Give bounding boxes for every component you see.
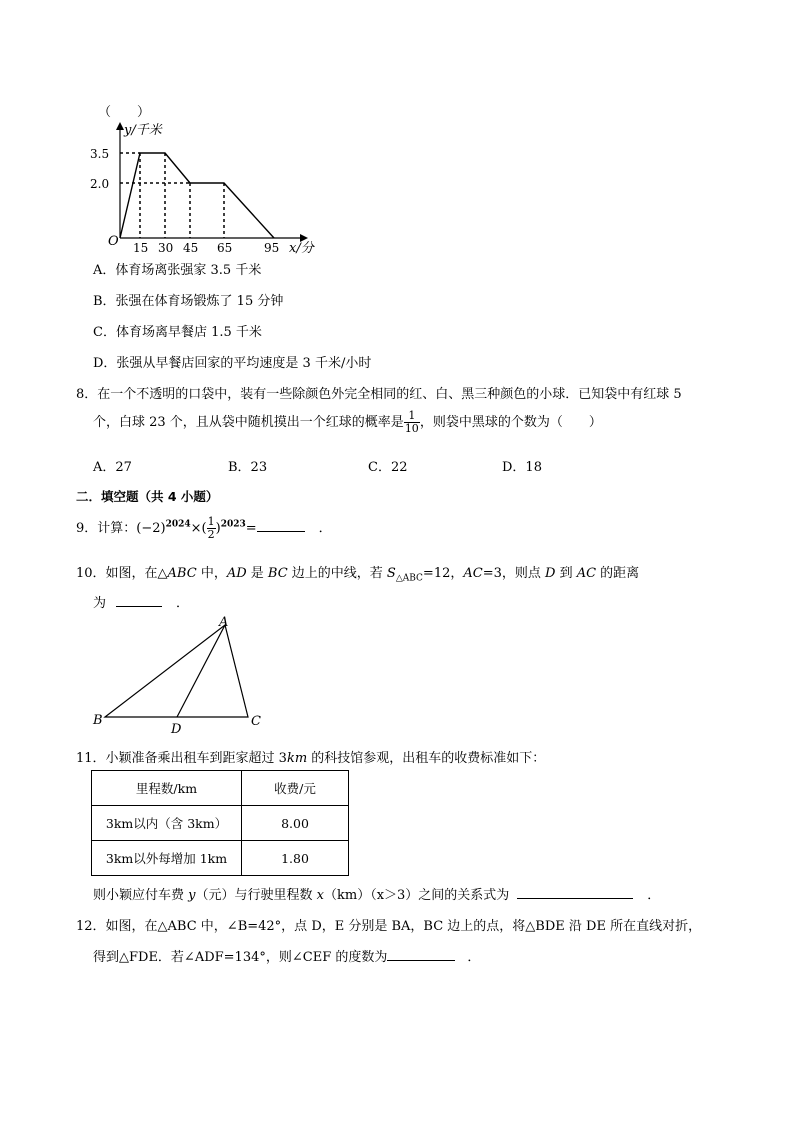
median-ad bbox=[177, 625, 225, 717]
q10-line1: 10．如图，在△ABC 中，AD 是 BC 边上的中线，若 $S_{\triangle ABC}=12$，AC=3，则点 D 到 AC 的距离 bbox=[76, 566, 640, 584]
origin-label: O bbox=[108, 234, 119, 249]
q12-answer-blank[interactable] bbox=[387, 960, 455, 961]
table-header-row bbox=[92, 771, 349, 806]
q7-distance-time-graph bbox=[88, 118, 338, 258]
table-row bbox=[92, 841, 349, 876]
x-tick-65: 65 bbox=[217, 241, 233, 255]
vertex-c-label: C bbox=[251, 714, 261, 729]
section-2-title: 二．填空题（共 4 小题） bbox=[76, 489, 219, 504]
q9-line: 9．计算：$(-2)^{2024}\times$( $\frac{1}{2}$ )$^{2023}$= ． bbox=[76, 515, 332, 541]
q7-option-b: B．张强在体育场锻炼了 15 分钟 bbox=[93, 294, 284, 309]
q12-line2: 得到△FDE．若∠ADF=134°，则∠CEF 的度数为 ． bbox=[93, 950, 481, 965]
point-d-label: D bbox=[171, 722, 182, 737]
table-row bbox=[92, 806, 349, 841]
q8-fraction: $\frac{1}{10}$ bbox=[404, 409, 419, 435]
table-cell: 1.80 bbox=[242, 841, 349, 876]
vertex-b-label: B bbox=[93, 713, 103, 728]
q9-answer-blank[interactable] bbox=[257, 531, 305, 532]
x-tick-45: 45 bbox=[183, 241, 199, 255]
table-cell: 3km以外每增加 1km bbox=[92, 841, 242, 876]
x-tick-15: 15 bbox=[133, 241, 149, 255]
table-header-mileage: 里程数/km bbox=[92, 771, 242, 806]
q11-answer-blank[interactable] bbox=[517, 898, 633, 899]
fare-table bbox=[91, 770, 349, 876]
q10-triangle-figure bbox=[88, 614, 278, 738]
q8-line1: 8．在一个不透明的口袋中，装有一些除颜色外完全相同的红、白、黑三种颜色的小球．已知袋中有红球 5 bbox=[76, 387, 682, 402]
vertex-a-label: A bbox=[219, 615, 229, 630]
x-tick-30: 30 bbox=[158, 241, 174, 255]
table-cell: 8.00 bbox=[242, 806, 349, 841]
y-axis-label: y/千米 bbox=[124, 123, 162, 138]
table-header-fee: 收费/元 bbox=[242, 771, 349, 806]
q8-option-b: B．23 bbox=[228, 460, 268, 475]
q8-option-d: D．18 bbox=[502, 460, 542, 475]
y-axis-arrow bbox=[116, 122, 124, 130]
dashed-guides bbox=[120, 153, 224, 238]
x-axis-label: x/分 bbox=[289, 241, 314, 256]
q8-option-c: C．22 bbox=[368, 460, 408, 475]
q7-option-c: C．体育场离早餐店 1.5 千米 bbox=[93, 325, 262, 340]
triangle-abc bbox=[105, 625, 248, 717]
q10-line2: 为 ． bbox=[93, 596, 190, 611]
q8-line2: 个，白球 23 个，且从袋中随机摸出一个红球的概率是 $\frac{1}{10}$ ，则袋中黑球的个数为（ ） bbox=[93, 409, 602, 435]
y-tick-3.5: 3.5 bbox=[90, 147, 110, 161]
q7-paren: （ ） bbox=[98, 105, 151, 120]
q11-line1: 11．小颖准备乘出租车到距家超过 3km 的科技馆参观，出租车的收费标准如下： bbox=[76, 751, 546, 766]
q7-option-d: D．张强从早餐店回家的平均速度是 3 千米/小时 bbox=[93, 356, 372, 371]
graph-line bbox=[120, 153, 274, 238]
q8-option-a: A．27 bbox=[93, 460, 132, 475]
x-tick-95: 95 bbox=[264, 241, 280, 255]
q9-fraction: $\frac{1}{2}$ bbox=[207, 515, 215, 541]
table-cell: 3km以内（含 3km） bbox=[92, 806, 242, 841]
q11-line2: 则小颖应付车费 y（元）与行驶里程数 x（km）（x＞3）之间的关系式为 ． bbox=[93, 888, 661, 903]
q7-option-a: A．体育场离张强家 3.5 千米 bbox=[93, 263, 262, 278]
q10-answer-blank[interactable] bbox=[116, 606, 162, 607]
q12-line1: 12．如图，在△ABC 中，∠B=42°，点 D，E 分别是 BA，BC 边上的点，将△BDE 沿 DE 所在直线对折， bbox=[76, 919, 702, 934]
y-tick-2.0: 2.0 bbox=[90, 177, 110, 191]
